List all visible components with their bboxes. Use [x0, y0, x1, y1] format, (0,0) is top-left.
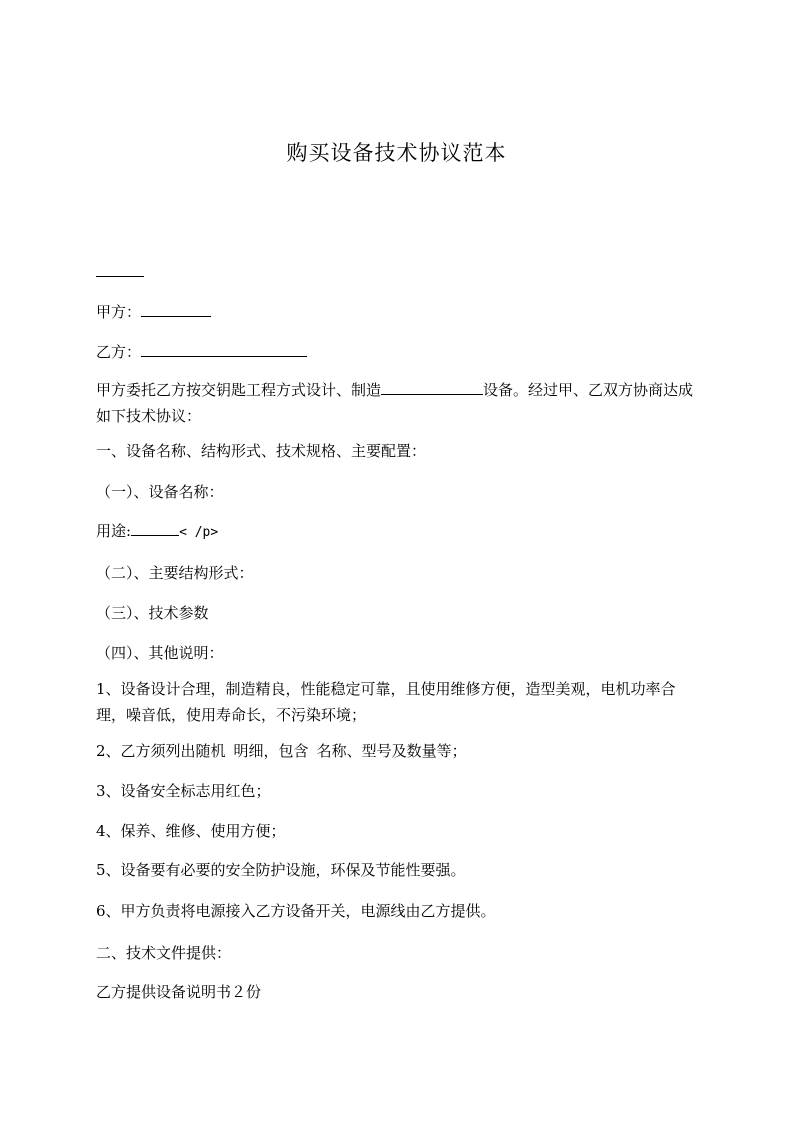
intro-paragraph [96, 376, 700, 429]
party-a-line [96, 298, 700, 325]
party-b-blank [141, 338, 307, 357]
usage-line [96, 517, 700, 546]
section2-line: 乙方提供设备说明书２份 [96, 983, 262, 1001]
intro-text-end: 设备。经过甲、乙双方协商达成如下技术协议： [96, 381, 694, 425]
section2-heading: 二、技术文件提供： [96, 944, 232, 962]
item-2-part-2: 明细，包含 [233, 742, 309, 760]
section1-heading: 一、设备名称、结构形式、技术规格、主要配置： [96, 442, 427, 460]
item-2-part-1: 2、乙方须列出随机 [96, 742, 226, 760]
item-5: 5、设备要有必要的安全防护设施，环保及节能性要强。 [96, 861, 466, 879]
item-6: 6、甲方负责将电源接入乙方设备开关，电源线由乙方提供。 [96, 902, 496, 920]
subsection-structure: （二）、主要结构形式： [96, 564, 254, 582]
usage-label: 用途: [96, 522, 132, 540]
equipment-name-blank [381, 376, 483, 395]
party-a-label: 甲方： [96, 303, 142, 321]
item-3: 3、设备安全标志用红色； [96, 782, 271, 800]
subsection-equipment-name: （一）、设备名称： [96, 483, 224, 501]
item-2 [96, 738, 700, 764]
usage-blank [131, 517, 179, 536]
party-a-blank [141, 298, 211, 317]
item-4: 4、保养、维修、使用方便； [96, 822, 286, 840]
usage-tail: < /p> [179, 525, 219, 540]
subsection-other: （四）、其他说明： [96, 644, 224, 662]
document-title: 购买设备技术协议范本 [286, 141, 507, 165]
party-b-line [96, 338, 700, 365]
header-blank-line [96, 258, 144, 277]
intro-text-start: 甲方委托乙方按交钥匙工程方式设计、制造 [96, 381, 382, 399]
item-1: 1、设备设计合理，制造精良，性能稳定可靠，且使用维修方便，造型美观，电机功率合理，噪音低，使用寿命长，不污染环境； [96, 680, 676, 724]
item-2-part-3: 名称、型号及数量等； [316, 742, 467, 760]
party-b-label: 乙方： [96, 343, 142, 361]
subsection-parameters: （三）、技术参数 [96, 604, 209, 622]
